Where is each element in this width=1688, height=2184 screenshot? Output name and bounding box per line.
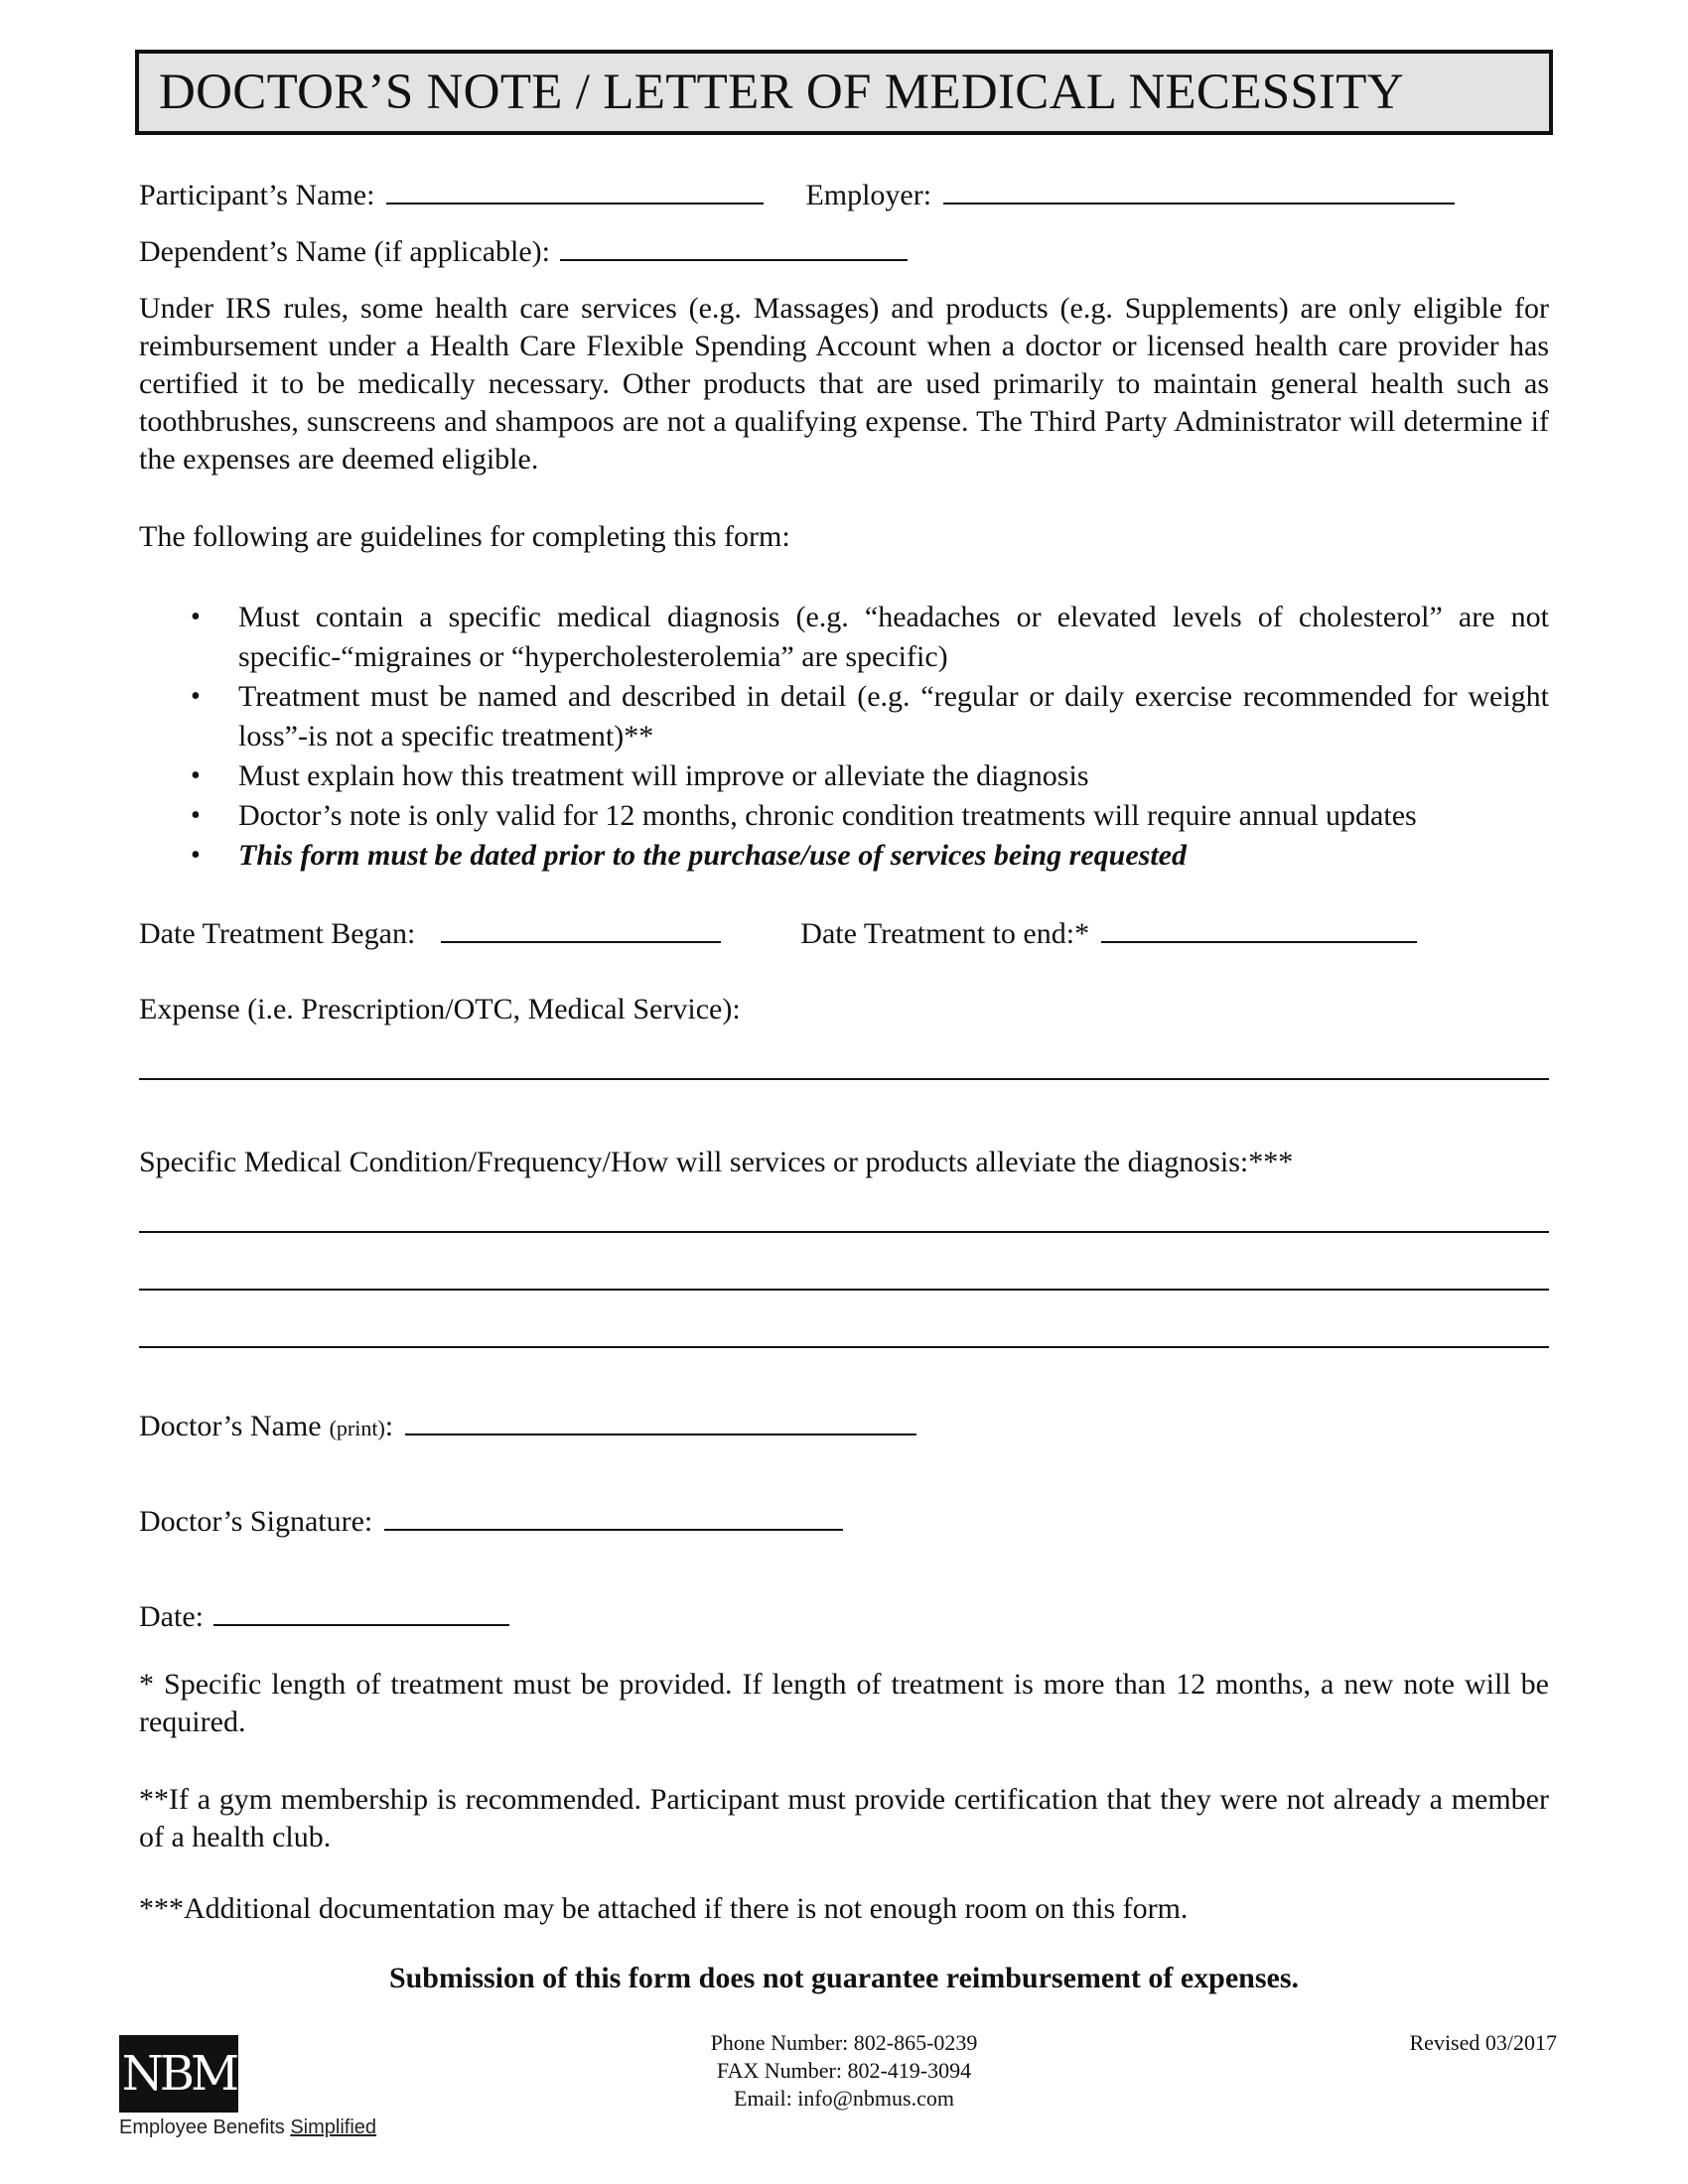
- guideline-item: • Treatment must be named and described in detail (e.g. “regular or daily exercise recommended for weight loss”-is not a specific treatment)**: [139, 677, 1549, 756]
- doctor-name-label: Doctor’s Name: [139, 1410, 322, 1442]
- guidelines-heading: The following are guidelines for completing this form:: [139, 520, 790, 553]
- title-box: [135, 50, 1553, 135]
- guideline-item: • Must contain a specific medical diagnosis (e.g. “headaches or elevated levels of cholesterol” are not specific-“migraines or “hypercholesterolemia” are specific): [139, 598, 1549, 677]
- disclaimer: Submission of this form does not guarantee reimbursement of expenses.: [388, 1962, 1300, 1994]
- form-title: DOCTOR’S NOTE / LETTER OF MEDICAL NECESSITY: [159, 64, 1404, 120]
- date-field[interactable]: [213, 1598, 509, 1626]
- note-gym-membership: **If a gym membership is recommended. Participant must provide certification that they were not already a member of a health club.: [139, 1783, 1549, 1853]
- revised-date: Revised 03/2017: [1409, 2030, 1557, 2055]
- footer-fax: FAX Number: 802-419-3094: [716, 2058, 972, 2083]
- employer-field[interactable]: [943, 177, 1455, 205]
- date-end-field[interactable]: [1101, 915, 1417, 943]
- employer-label: Employer:: [805, 179, 932, 211]
- logo-tagline: Employee Benefits Simplified: [119, 2116, 377, 2138]
- bullet: •: [191, 681, 201, 712]
- dependent-name-field[interactable]: [560, 233, 908, 261]
- date-row: [139, 1598, 509, 1636]
- bullet: •: [191, 602, 201, 632]
- guideline-item-emphasis: • This form must be dated prior to the purchase/use of services being requested: [139, 836, 1549, 876]
- expense-label: Expense (i.e. Prescription/OTC, Medical Service):: [139, 993, 741, 1025]
- doctor-signature-field[interactable]: [384, 1503, 843, 1531]
- guideline-item: • Must explain how this treatment will improve or alleviate the diagnosis: [139, 756, 1549, 796]
- doctor-name-row: Doctor’s Name (print) :: [139, 1408, 916, 1447]
- condition-field-line-3[interactable]: [139, 1346, 1549, 1348]
- condition-field-line-2[interactable]: [139, 1289, 1549, 1291]
- nbm-logo-mark: NBM: [119, 2035, 238, 2113]
- doctor-signature-row: [139, 1503, 843, 1541]
- guidelines-list: [139, 598, 1549, 876]
- bullet: •: [191, 840, 201, 871]
- intro-paragraph: Under IRS rules, some health care services (e.g. Massages) and products (e.g. Supplements) are only eligible for reimbursement under a Health Care Flexible Spending Account when a doctor or licensed health care provider has certified it to be medically necessary. Other products that are used primarily to maintain general health such as toothbrushes, sunscreens and shampoos are not a qualifying expense. The Third Party Administrator will determine if the expenses are deemed eligible.: [139, 292, 1549, 476]
- participant-name-label: Participant’s Name:: [139, 179, 375, 211]
- form-page: [139, 50, 1557, 2111]
- date-began-label: Date Treatment Began:: [139, 917, 416, 950]
- condition-label: Specific Medical Condition/Frequency/How will services or products alleviate the diagnosis:***: [139, 1146, 1294, 1178]
- footer-phone: Phone Number: 802-865-0239: [710, 2030, 978, 2055]
- doctor-name-field[interactable]: [405, 1408, 916, 1435]
- doctor-name-print-hint: (print): [329, 1416, 385, 1440]
- guideline-item: • Doctor’s note is only valid for 12 months, chronic condition treatments will require annual updates: [139, 796, 1549, 836]
- expense-field[interactable]: [139, 1078, 1549, 1080]
- condition-field-line-1[interactable]: [139, 1231, 1549, 1233]
- bullet: •: [191, 800, 201, 831]
- note-treatment-length: * Specific length of treatment must be provided. If length of treatment is more than 12 months, a new note will be required.: [139, 1668, 1549, 1738]
- note-additional-documentation: ***Additional documentation may be attached if there is not enough room on this form.: [139, 1892, 1189, 1925]
- treatment-dates-row: [139, 915, 1549, 953]
- dependent-row: [139, 233, 908, 271]
- participant-name-field[interactable]: [386, 177, 764, 205]
- date-end-label: Date Treatment to end:*: [800, 917, 1090, 950]
- date-began-field[interactable]: [441, 915, 721, 943]
- date-label: Date:: [139, 1600, 204, 1633]
- footer-email: Email: info@nbmus.com: [734, 2086, 954, 2111]
- participant-employer-row: [139, 177, 1549, 214]
- nbm-logo: [119, 2035, 376, 2139]
- bullet: •: [191, 760, 201, 791]
- doctor-signature-label: Doctor’s Signature:: [139, 1505, 373, 1538]
- dependent-name-label: Dependent’s Name (if applicable):: [139, 235, 550, 268]
